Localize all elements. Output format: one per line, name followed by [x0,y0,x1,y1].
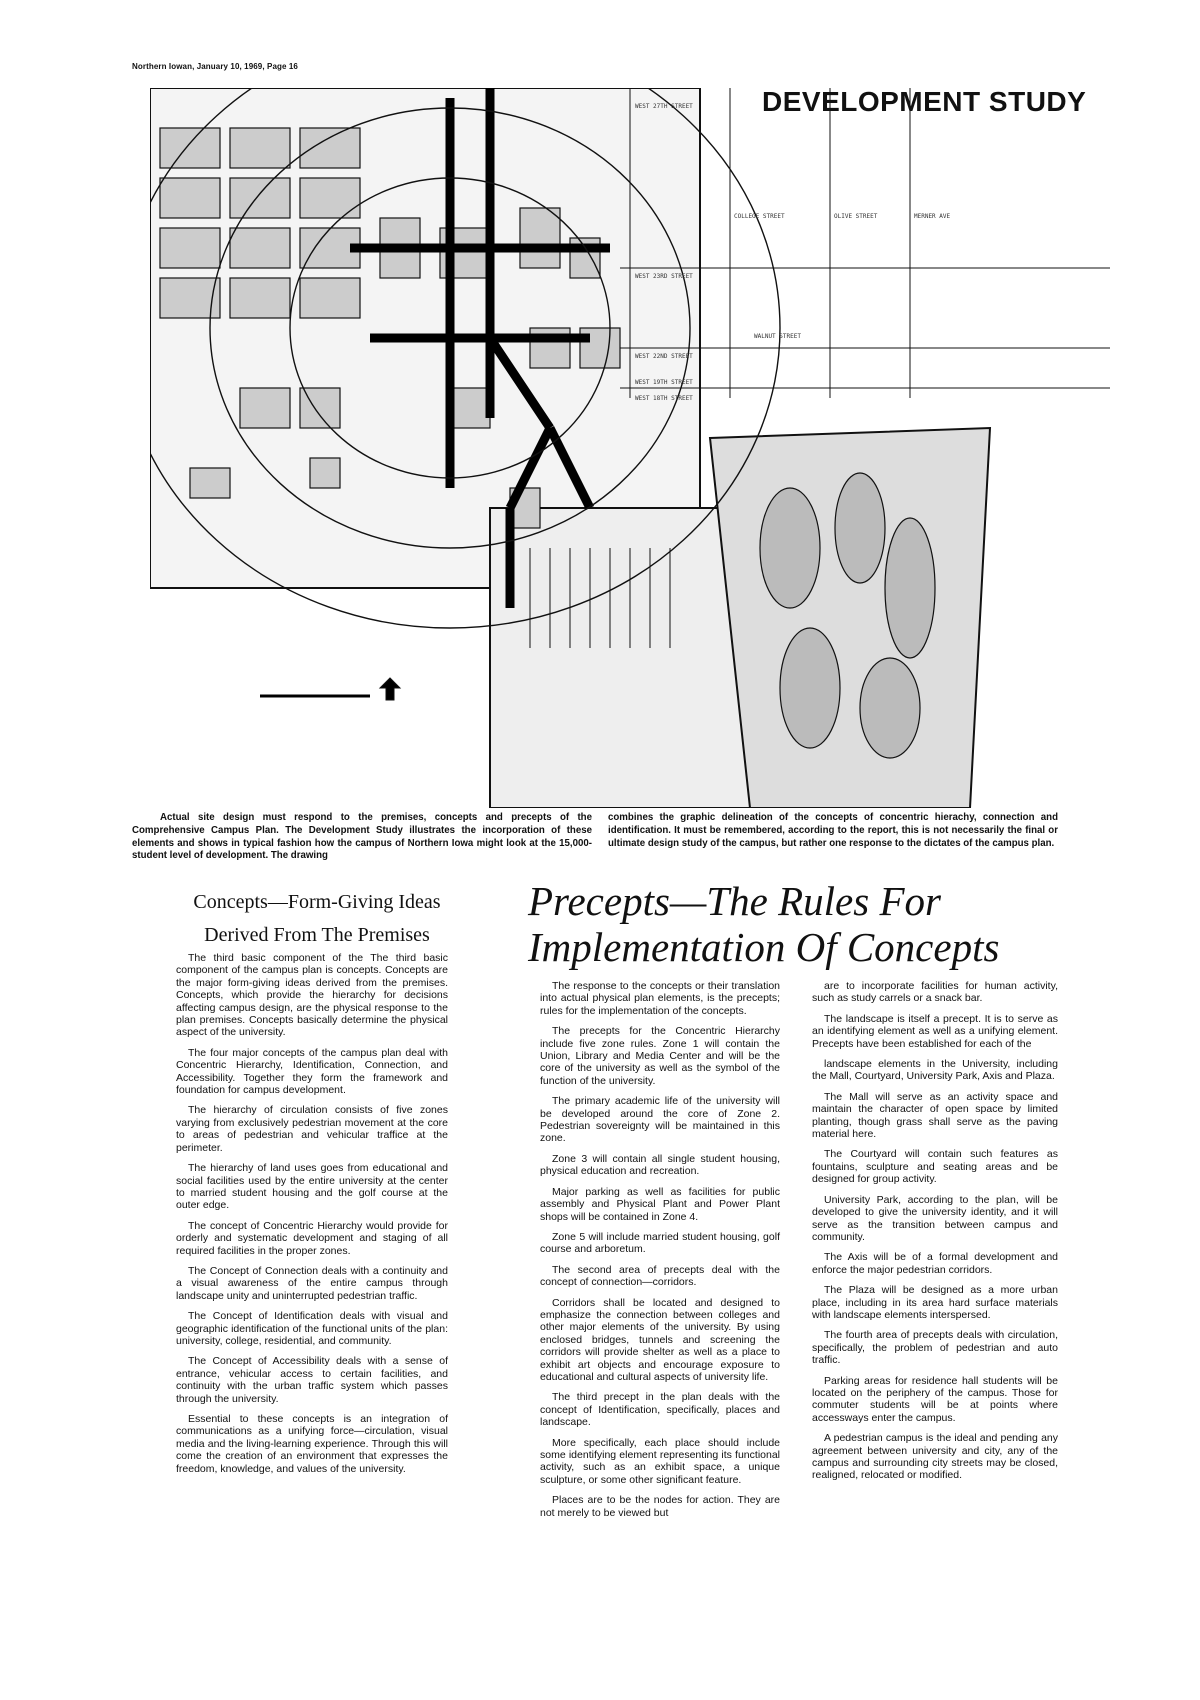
paragraph: The Axis will be of a formal development and enforce the major pedestrian corridors. [812,1251,1058,1276]
paragraph: The third precept in the plan deals with the concept of Identification, specifically, places and landscape. [540,1391,780,1429]
paragraph: The Concept of Identification deals with visual and geographic identification of the functional units of the plan: university, college, residential, and community. [176,1310,448,1347]
paragraph: Corridors shall be located and designed to emphasize the connection between colleges and other major elements of the university. By using enclosed bridges, tunnels and screening the corridors will provide shelter as well as a place to exhibit art objects and encourage exposure to educational and cultural aspects of university life. [540,1296,780,1383]
paragraph: The fourth area of precepts deals with circulation, specifically, the problem of pedestrian and auto traffic. [812,1329,1058,1367]
paragraph: The concept of Concentric Hierarchy would provide for orderly and systematic development and staging of all required facilities in the proper zones. [176,1219,448,1257]
paragraph: The response to the concepts or their translation into actual physical plan elements, is the precepts; rules for the implementation of the concepts. [540,980,780,1017]
paragraph: More specifically, each place should include some identifying element representing its functional activity, such as an exhibit space, a unique sculpture, or some other significant feature. [540,1436,780,1486]
article-column-3 [812,980,1058,1490]
paragraph: Places are to be the nodes for action. They are not merely to be viewed but [540,1494,780,1519]
paragraph: The landscape is itself a precept. It is to serve as an identifying element as well as a unifying element. Precepts have been established for each of the [812,1012,1058,1050]
map-street-label: OLIVE STREET [834,213,878,220]
paragraph: The primary academic life of the university will be developed around the core of Zone 2. Pedestrian sovereignty will be maintained in this zone. [540,1095,780,1145]
paragraph: Essential to these concepts is an integration of communications as a unifying force—circulation, visual media and the living-learning experience. Through this will come the creation of an environment that expresses the freedom, knowledge, and values of the university. [176,1413,448,1475]
map-street-label: WEST 23RD STREET [635,273,693,280]
north-arrow-icon [380,678,400,700]
campus-site-plan-drawing [150,88,1110,808]
paragraph: The Concept of Connection deals with a continuity and a visual awareness of the entire campus through landscape unity and uninterrupted pedestrian traffic. [176,1264,448,1302]
photo-caption-left: Actual site design must respond to the premises, concepts and precepts of the Comprehensive Campus Plan. The Development Study illustrates the incorporation of these elements and shows in typical fashion how the campus of Northern Iowa might look at the 15,000-student level of development. The drawing [132,812,592,862]
headline-concepts-line1: Concepts—Form-Giving Ideas [193,891,441,913]
map-street-label: WEST 27TH STREET [635,103,693,110]
paragraph: Parking areas for residence hall students will be located on the periphery of the campus. Those for commuter students will be at points where accessways enter the campus. [812,1374,1058,1424]
section-title: DEVELOPMENT STUDY [762,86,1087,117]
map-street-label: MERNER AVE [914,213,951,220]
headline-precepts [528,878,1068,970]
headline-precepts-line1: Precepts—The Rules For [528,878,941,924]
paragraph: The hierarchy of circulation consists of five zones varying from exclusively pedestrian movement at the core to areas of pedestrian and vehicular traffice at the perimeter. [176,1104,448,1154]
paragraph: Zone 5 will include married student housing, golf course and arboretum. [540,1230,780,1256]
paragraph: The second area of precepts deal with the concept of connection—corridors. [540,1263,780,1289]
article-column-2 [540,980,780,1527]
paragraph: A pedestrian campus is the ideal and pending any agreement between university and city, any of the campus and surrounding city streets may be closed, realigned, relocated or modified. [812,1432,1058,1482]
paragraph: The four major concepts of the campus plan deal with Concentric Hierarchy, Identification, Connection, and Accessibility. Together they form the framework and foundation for campus development. [176,1046,448,1097]
paragraph: Zone 3 will contain all single student housing, physical education and recreation. [540,1152,780,1178]
paragraph: The third basic component of the The third basic component of the campus plan is concepts. Concepts are the major form-giving ideas derived from the premises. Concepts, which provide the hierarchy for decisions affecting campus design, are the physical response to the plan premises. Concepts basically determine the physical aspect of the university. [176,952,448,1039]
paragraph: landscape elements in the University, including the Mall, Courtyard, University Park, Axis and Plaza. [812,1058,1058,1083]
headline-precepts-line2: Implementation Of Concepts [528,924,1000,970]
map-south-block [490,508,750,808]
paragraph: The Mall will serve as an activity space and maintain the character of open space by limited planting, though grass shall serve as the paving material here. [812,1090,1058,1141]
paragraph: University Park, according to the plan, will be developed to give the university identity, and it will serve as the transition between campus and community. [812,1193,1058,1243]
paragraph: are to incorporate facilities for human activity, such as study carrels or a snack bar. [812,980,1058,1005]
masthead: Northern Iowan, January 10, 1969, Page 16 [132,62,298,71]
headline-concepts [162,886,472,952]
map-street-label: WEST 18TH STREET [635,395,693,402]
paragraph: The Plaza will be designed as a more urban place, including in its area hard surface materials with landscape elements interspersed. [812,1284,1058,1321]
map-street-label: WEST 22ND STREET [635,353,693,360]
headline-concepts-line2: Derived From The Premises [204,924,430,946]
map-street-label: WEST 19TH STREET [635,379,693,386]
paragraph: Major parking as well as facilities for public assembly and Physical Plant and Power Plant shops will be contained in Zone 4. [540,1185,780,1223]
paragraph: The Courtyard will contain such features as fountains, sculpture and seating areas and be designed for group activity. [812,1148,1058,1186]
paragraph: The precepts for the Concentric Hierarchy include five zone rules. Zone 1 will contain the Union, Library and Media Center and will be the core of the university as well as the symbol of the function of the university. [540,1025,780,1087]
paragraph: The hierarchy of land uses goes from educational and social facilities used by the entire university at the center to married student housing and the golf course at the outer edge. [176,1162,448,1212]
map-street-label: WALNUT STREET [754,333,801,340]
map-street-label: COLLEGE STREET [734,213,785,220]
paragraph: The Concept of Accessibility deals with a sense of entrance, vehicular access to certain facilities, and continuity with the urban traffic system which passes through the university. [176,1355,448,1405]
article-column-1 [176,952,448,1483]
photo-caption-right: combines the graphic delineation of the concepts of concentric hierachy, connection and identification. It must be remembered, according to the report, this is not necessarily the final or ultimate design study of the campus, but rather one response to the dictates of the campus plan. [608,812,1058,849]
